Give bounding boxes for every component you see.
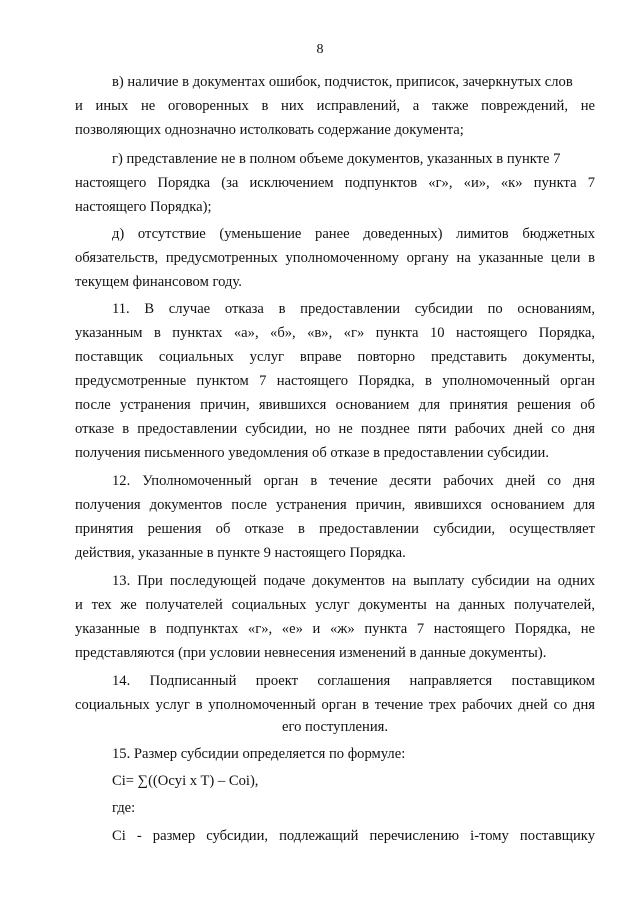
text-line: 13. При последующей подаче документов на выплату субсидии на одних [112, 573, 595, 589]
text-line: указанным в пунктах «а», «б», «в», «г» пункта 10 настоящего Порядка, [75, 325, 595, 341]
text-line: обязательств, предусмотренных уполномоченному органу на указанные цели в [75, 250, 595, 266]
text-line: отказе в предоставлении субсидии, но не позднее пяти рабочих дней со дня [75, 421, 595, 437]
text-line: и иных не оговоренных в них исправлений, а также повреждений, не [75, 98, 595, 114]
text-line: его поступления. [281, 719, 389, 735]
text-line: настоящего Порядка (за исключением подпунктов «г», «и», «к» пункта 7 [75, 175, 595, 191]
text-line: поставщик социальных услуг вправе повторно представить документы, [75, 349, 595, 365]
text-line: 15. Размер субсидии определяется по формуле: [112, 746, 406, 762]
text-line: д) отсутствие (уменьшение ранее доведенных) лимитов бюджетных [112, 226, 595, 242]
text-line: г) представление не в полном объеме документов, указанных в пункте 7 [112, 151, 561, 167]
text-line: представляются (при условии невнесения изменений в данные документы). [75, 645, 547, 661]
text-line: настоящего Порядка); [75, 199, 212, 215]
text-line: где: [112, 800, 136, 816]
text-line: после устранения причин, явившихся основанием для принятия решения об [75, 397, 595, 413]
text-line: действия, указанные в пункте 9 настоящего Порядка. [75, 545, 406, 561]
text-line: предусмотренные пунктом 7 настоящего Порядка, в уполномоченный орган [75, 373, 595, 389]
text-line: указанные в подпунктах «г», «е» и «ж» пункта 7 настоящего Порядка, не [75, 621, 595, 637]
text-line: социальных услуг в уполномоченный орган в течение трех рабочих дней со дня [75, 697, 595, 713]
text-line: и тех же получателей социальных услуг документы на данных получателей, [75, 597, 595, 613]
text-line: текущем финансовом году. [75, 274, 242, 290]
text-line: 14. Подписанный проект соглашения направляется поставщиком [112, 673, 595, 689]
text-line: Ci - размер субсидии, подлежащий перечислению i-тому поставщику [112, 828, 595, 844]
text-line: 11. В случае отказа в предоставлении субсидии по основаниям, [112, 301, 595, 317]
text-line: получения документов после устранения причин, явившихся основанием для [75, 497, 595, 513]
page-number: 8 [316, 42, 324, 57]
text-line: 12. Уполномоченный орган в течение десяти рабочих дней со дня [112, 473, 595, 489]
formula: Ci= ∑((Ocyi x T) – Coi), [112, 773, 259, 789]
text-line: позволяющих однозначно истолковать содержание документа; [75, 122, 464, 138]
text-line: принятия решения об отказе в предоставлении субсидии, осуществляет [75, 521, 595, 537]
text-line: получения письменного уведомления об отказе в предоставлении субсидии. [75, 445, 549, 461]
text-line: в) наличие в документах ошибок, подчисток, приписок, зачеркнутых слов [112, 74, 573, 90]
